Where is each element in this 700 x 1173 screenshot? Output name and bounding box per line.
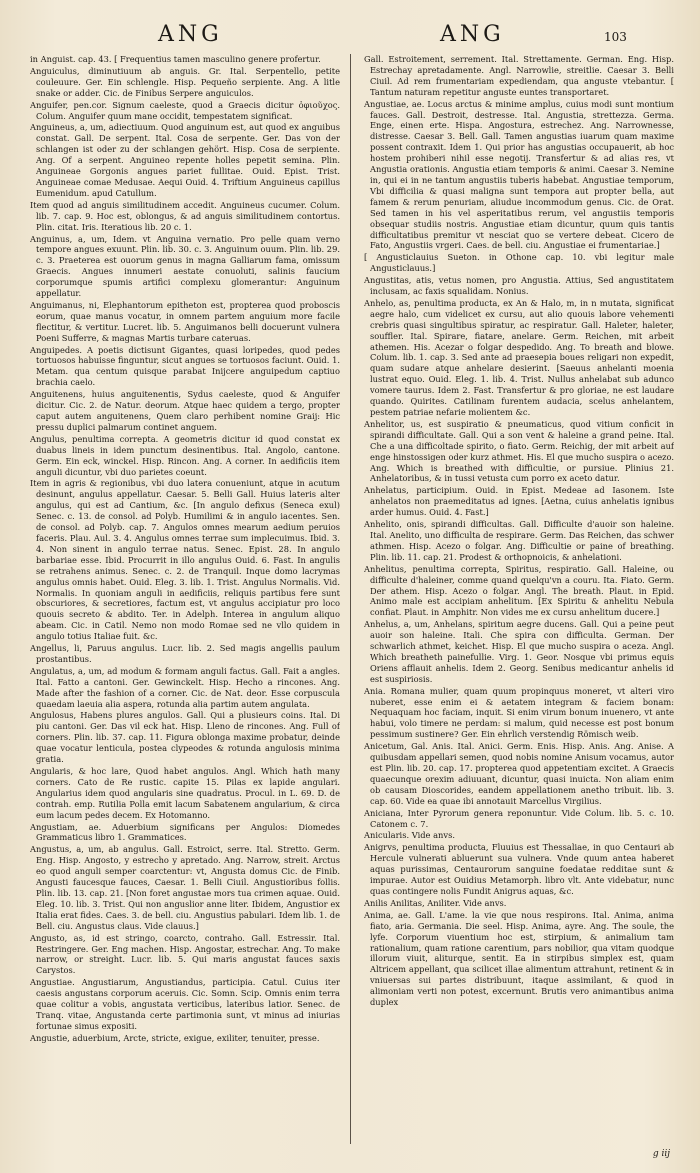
dictionary-entry: Ania. Romana mulier, quam quum propinquus moneret, vt alteri viro nuberet, esse enim ei & aetatem integram & faciem bonam: Nequaquam hoc faciam, inquit. Si enim virum bonum inuenero, vt ante habui, volo timere ne perdam: si malum, quid necesse est post bonum pessimum sustinere? Ger. Ein ehrlich verstendig Römisch weib. (364, 685, 674, 740)
dictionary-entry: Anhelitor, us, est suspiratio & pneumaticus, quod vitium conficit in spirandi difficultate. Gall. Qui a son vent & haleine a grand peine. Ital. Che a una difficoltade spirito, o fiato. Germ. Reichig, der mit arbeit auf enge hinstossigen oder kurz athmet. His. El que mucho suspira o acezo. Ang. Which is breathed with difficultie, or pursiue. Plinius 21. Anhelatoribus, & in tussi vetusta cum porro ex aceto datur. (364, 418, 674, 484)
dictionary-entry: Anima, ae. Gall. L'ame. la vie que nous respirons. Ital. Anima, anima fiato, aria. Germania. Die seel. Hisp. Anima, ayre. Ang. The soule, the lyfe. Corporum viuentium hoc est, stirpium, & animalium tam rationalium, quam ratione carentium, pars nobilior, qua vitam quodque illorum viuit, aliturque, sentit. Ea in stirpibus simplex est, quam Altricem appellant, qua scilicet illae alimentum attrahunt, retinent & in vniuersas sui partes distribuunt, itaque assimilant, & quod in alimoniam verti non potest, excernunt. Brutis vero animantibus anima duplex (364, 909, 674, 1008)
dictionary-entry: Angulatus, a, um, ad modum & formam anguli factus. Gall. Fait a angles. Ital. Fatto a cantoni. Ger. Gewinckelt. Hisp. Hecho a rincones. Ang. Made after the fashion of a corner. Cic. de Nat. deor. Esse corpuscula quaedam laeuia alia aspera, rotunda alia partim autem angulata. (30, 665, 340, 709)
dictionary-entry: Anicularis. Vide anvs. (364, 830, 455, 841)
dictionary-entry: Angulus, penultima correpta. A geometris dicitur id quod constat ex duabus lineis in idem punctum desinentibus. Ital. Angolo, cantone. Germ. Ein eck, winckel. Hisp. Rincon. Ang. A corner. In aedificiis item anguli dicuntur, vbi duo parietes coeunt. (30, 433, 340, 477)
dictionary-entry: Angustiae, ae. Locus arctus & minime amplus, cuius modi sunt montium fauces. Gall. Destroit, destresse. Ital. Angustia, strettezza. Germa. Enge, einen erte. Hispa. Angostura, estrechez. Ang. Narrownesse, distresse. Caesar 3. Bell. Gall. Tamen angustias iuarum quam maxime possent contraxit. Idem 1. Qui prior has angustias occupauerit, ab hoc hostem prohiberi nihil esse negotij. Transfertur & ad alias res, vt Angustia orationis. Angustia etiam temporis & animi. Caesar 3. Nemine in, qui ei in ne tantum angustiis tuberis habebat. Angustiae temporum, Vbi difficilia & quasi maligna sunt tempora aut propter bella, aut famem & rerum penuriam, aliudue incommodum genus. Cic. de Orat. Sed tamen in his vel asperitatibus rerum, vel angustiis temporis obsequar studiis nostris. Angustiae etiam dicuntur, quum quis tantis difficultatibus premitur vt nesciat quo se vertere debeat. Cicero de Fato, Angustiis vrgeri. Caes. de bell. ciu. Angustiae ei frumentariae.] (364, 98, 674, 251)
dictionary-entry: Angulosus, Habens plures angulos. Gall. Qui a plusieurs coins. Ital. Di piu cantoni. Ger. Das vil eck hat. Hisp. Lleno de rincones. Ang. Full of corners. Plin. lib. 37. cap. 11. Figura oblonga maxime probatur, deinde quae vocatur lenticula, postea clypeodes & rotunda angulosis minima gratia. (30, 710, 340, 765)
dictionary-entry: Anhelito, onis, spirandi difficultas. Gall. Difficulte d'auoir son haleine. Ital. Anelito, uno difficulta de respirare. Germ. Das Reichen, das schwer athmen. Hisp. Acezo o folgar. Ang. Difficultie or paine of breathing. Plin. lib. 11. cap. 21. Prodest & orthopnoicis, & anhelationi. (364, 519, 674, 562)
dictionary-entry: Anguiculus, diminutiuum ab anguis. Gr. Ital. Serpentello, petite couleuure. Ger. Ein schlengle. Hisp. Pequeño serpiente. Ang. A litle snake or adder. Cic. de Finibus Serpere anguiculos. (30, 65, 340, 98)
dictionary-entry: Anguimanus, ni, Elephantorum epitheton est, propterea quod proboscis eorum, quae manus vocatur, in omnem partem anguium more facile flectitur, & vertitur. Lucret. lib. 5. Anguimanos belli docuerunt vulnera Poeni Sufferre, & magnas Martis turbare cateruas. (30, 299, 340, 343)
dictionary-entry: Anhelatus, participium. Ouid. in Epist. Medeae ad Iasonem. Iste anhelatos non praemeditatus ad ignes. [Aetna, cuius anhelatis ignibus arder humus. Ouid. 4. Fast.] (364, 485, 674, 518)
dictionary-entry: Anguifer, pen.cor. Signum caeleste, quod a Graecis dicitur ὀφιοῦχος. Colum. Anguifer quum mane occidit, tempestatem significat. (30, 99, 340, 121)
dictionary-entry: Angustiam, ae. Aduerbium significans per Angulos: Diomedes Grammaticus libro 1. Grammatices. (30, 821, 340, 843)
dictionary-entry: Anhelus, a, um, Anhelans, spiritum aegre ducens. Gall. Qui a peine peut auoir son haleine. Itali. Che spira con difficulta. German. Der schwarlich athmet, keichet. Hisp. El que mucho suspira o aceza. Angl. Which breatheth painefullie. Virg. 1. Geor. Nosque vbi primus equis Oriens afflauit anhelis. Idem 2. Georg. Senibus medicantur anhelis id est suspiriosis. (364, 619, 674, 684)
dictionary-entry: Angustitas, atis, vetus nomen, pro Angustia. Attius, Sed angustitatem inclusam, ac faxis squalidam. Nonius. (364, 275, 674, 297)
dictionary-entry: Anguineus, a, um, adiectiuum. Quod anguinum est, aut quod ex anguibus constat. Gall. De serpent. Ital. Cosa de serpente. Ger. Das von der schlangen ist oder zu der schlangen gehört. Hisp. Cosa de serpiente. Ang. Of a serpent. Anguineo repente holles pepetit semina. Plin. Anguineae Gorgonis angues pariet fullitae. Ouid. Epist. Trist. Anguineae comae Medusae. Aequi Ouid. 4. Triftium Anguineus capillus Eumenidum. apud Catullum. (30, 122, 340, 198)
dictionary-entry: Angusto, as, id est stringo, coarcto, contraho. Gall. Estressir. Ital. Restringere. Ger. Eng machen. Hisp. Angostar, estrechar. Ang. To make narrow, or streight. Lucr. lib. 5. Qui maris angustat fauces saxis Carystos. (30, 932, 340, 976)
dictionary-entry: in Anguist. cap. 43. [ Frequentius tamen masculino genere profertur. (30, 54, 321, 64)
dictionary-entry: Angustus, a, um, ab angulus. Gall. Estroict, serre. Ital. Stretto. Germ. Eng. Hisp. Angosto, y estrecho y apretado. Ang. Narrow, streit. Arctus eo quod anguli semper coarctentur: vt, Angusta domus Cic. de Finib. Angusti faucesque fauces, Caesar. 1. Belli Ciuil. Angustioribus follis. Plin. lib. 13. cap. 21. [Non foret angustae mors tua crimen aquae. Ouid. Eleg. 10. lib. 3. Trist. Qui non anguslior anne liter. Ibidem, Angustior ex Italia erat fides. Caes. 3. de bell. ciu. Angustius pabulari. Idem lib. 1. de Bell. ciu. Angustus claus. Vide clauus.] (30, 844, 340, 931)
dictionary-entry: Anigrvs, penultima producta, Fluuius est Thessaliae, in quo Centauri ab Hercule vulnerati abluerunt sua vulnera. Vnde quum antea haberet aquas purissimas, Centaurorum sanguine foedatae redditae sunt & impurae. Autor est Ouidius Metamorph. libro vlt. Ante videbatur, nunc quas contingere nolis Fundit Anigrus aquas, &c. (364, 842, 674, 896)
running-head-left: ANG (158, 22, 223, 47)
dictionary-entry: Gall. Estroitement, serrement. Ital. Strettamente. German. Eng. Hisp. Estrechay apretadamente. Angl. Narrowlie, streitlie. Caesar 3. Belli Ciuil. Ad rem frumentariam expediendam, qua anguste vtebantur. [ Tantum naturam repetitur anguste euntes transportaret. (364, 54, 674, 97)
dictionary-entry: Anhelo, as, penultima producta, ex An & Halo, m, in n mutata, significat aegre halo, cum videlicet ex cursu, aut alio quouis labore vehementi crebris quasi singultibus spiratur, ac respiratur. Gall. Haleter, haleter, souffler. Ital. Spirare, fiatare, anelare. Germ. Reichen, mit arbeit athemen. His. Acezar o folgar despedido. Ang. To breath and blowe. Colum. lib. 1. cap. 3. Sed ante ad praesepia boues religari non expedit, quam sudare atque anhelare desierint. [Saeuus anhelanti moenia lustrat equo. Ouid. Eleg. 1. lib. 4. Trist. Nullus anhelabat sub adunco vomere taurus. Idem 2. Fast. Transfertur & pro gloriae, ne est laudare quando. Quirites. Catilinam furentem audacia, scelus anhelantem, pestem patriae nefarie molientem &c. (364, 297, 674, 417)
dictionary-entry: Anguitenens, huius anguitenentis, Sydus caeleste, quod & Anguifer dicitur. Cic. 2. de Natur. deorum. Atque haec quidem a tergo, propter caput autem anguitenens, Quem claro perhibent nomine Graij: Hic pressu duplici palmarum continet anguem. (30, 389, 340, 432)
dictionary-entry: Anguinus, a, um, Idem. vt Anguina vernatio. Pro pelle quam verno tempore angues exuunt. Plin. lib. 30. c. 3. Anguinum ouum. Plin. lib. 29. c. 3. Praeterea est ouorum genus in magna Galliarum fama, omissum Graecis. Angues innumeri aestate conuoluti, salinis faucium corporumque spumis artifici complexu glomerantur: Anguinum appellatur. (30, 233, 340, 299)
text-columns (30, 54, 676, 1144)
dictionary-entry: Anicetum, Gal. Anis. Ital. Anici. Germ. Enis. Hisp. Anis. Ang. Anise. A quibusdam appellari semen, quod nobis nomine Anisum vocamus, autor est Plin. lib. 20. cap. 17. propterea quod appetentiam excitet. A Graecis quaecunque orexim adiuuant, dicuntur, quasi inuicta. Non aliam enim ob causam Dioscorides, eandem appellationem anetho tribuit. lib. 3. cap. 60. Vide ea quae ibi annotauit Marcellus Virgilius. (364, 741, 674, 806)
dictionary-entry: Angularis, & hoc lare, Quod habet angulos. Angl. Which hath many corners. Cato de Re rustic. capite 15. Pilas ex lapide angulari. Angularius idem quod angularis sine quadratus. Procul. in L. 69. D. de contrah. emp. Rutilia Polla emit lacum Sabatenem angularium, & circa eum lacum pedes decem. Ex Hotomanno. (30, 766, 340, 820)
dictionary-entry: Item quod ad anguis similitudinem accedit. Anguineus cucumer. Colum. lib. 7. cap. 9. Hoc est, oblongus, & ad anguis similitudinem contortus. Plin. citat. Iris. Iteratious lib. 20 c. 1. (30, 199, 340, 232)
dictionary-entry: Item in agris & regionibus, vbi duo latera conueniunt, atque in acutum desinunt, angulus appellatur. Caesar. 5. Belli Gall. Huius lateris alter angulus, qui est ad Cantium, &c. [In angulo defixus (Seneca exul) Senec. c. 13. de consol. ad Polyb. Humilimi & in angulo iacentes. Sen. de consol. ad Polyb. cap. 7. Angulos omnes mearum aedium peruios faceris. Plau. Aul. 3. 4. Angulus omnes terrae sum implecuimus. Ibid. 3. 4. Non sinent in angulo terrae natus. Senec. Epist. 28. In angulo barbariae esse. Ibid. Procurrit in illo angulus Ouid. 6. Fast. In angulis se retrahens animus. Senec. c. 2. de Tranquil. Inque domo lacrymas angulus omnis habet. Ouid. Eleg. 3. lib. 1. Trist. Angulus Normalis. Vid. Normalis. In quoniam anguli in aedificiis, reliquis partibus fere sunt obscuriores, & secretiores, factum est, vt angulus accipiatur pro loco quouis secreto & abdito. Ter. in Adelph. Interea in angulum aliquo abeam. Cic. in Catil. Nemo non modo Romae sed ne vllo quidem in angulo totius Italiae fuit. &c. (30, 478, 340, 642)
dictionary-entry: Anguipedes. A poetis dictisunt Gigantes, quasi loripedes, quod pedes tortuosos habuisse finguntur, sicut angues se tortuosos faciunt. Ouid. 1. Metam. qua centum quisque parabat Inijcere anguipedum captiuo brachia caelo. (30, 344, 340, 388)
dictionary-entry: Anilis Anilitas, Aniliter. Vide anvs. (364, 897, 507, 908)
dictionary-entry: Aniciana, Inter Pyrorum genera reponuntur. Vide Colum. lib. 5. c. 10. Catonem c. 7. (364, 807, 674, 829)
dictionary-entry: Angustiae. Angustiarum, Angustiandus, participia. Catul. Cuius iter caesis angustans corporum aceruis. Cic. Somn. Scip. Omnis enim terra quae colitur a vobis, angustata verticibus, lateribus latior. Senec. de Tranq. vitae, Angustanda certe partimonia sunt, vt minus ad iniurias fortunae simus expositi. (30, 977, 340, 1031)
dictionary-entry: Angustie, aduerbium, Arcte, stricte, exigue, exiliter, tenuiter, presse. (30, 1032, 320, 1043)
catchword: g iij (652, 1149, 670, 1159)
column-divider (350, 54, 351, 1144)
dictionary-entry: Angellus, li, Paruus angulus. Lucr. lib. 2. Sed magis angellis paulum prostantibus. (30, 643, 340, 664)
page-number: 103 (604, 30, 627, 44)
left-column (30, 54, 340, 1144)
dictionary-entry: [ Angusticlauius Sueton. in Othone cap. 10. vbi legitur male Angusticlauus.] (364, 252, 674, 274)
running-header (0, 22, 700, 48)
running-head-right: ANG (440, 22, 505, 47)
dictionary-entry: Anhelitus, penultima correpta, Spiritus, respiratio. Gall. Haleine, ou difficulte d'haleiner, comme quand quelqu'vn a couru. Ita. Fiato. Germ. Der athem. Hisp. Acezo o folgar. Angl. The breath. Plaut. in Epid. Animo male est accipiam anhelitum. [Ex Spiritu & anhelitu Nebula confiat. Plaut. in Amphitr. Non vides me ex cursu anhelitum ducere.] (364, 563, 674, 618)
right-column (364, 54, 674, 1144)
